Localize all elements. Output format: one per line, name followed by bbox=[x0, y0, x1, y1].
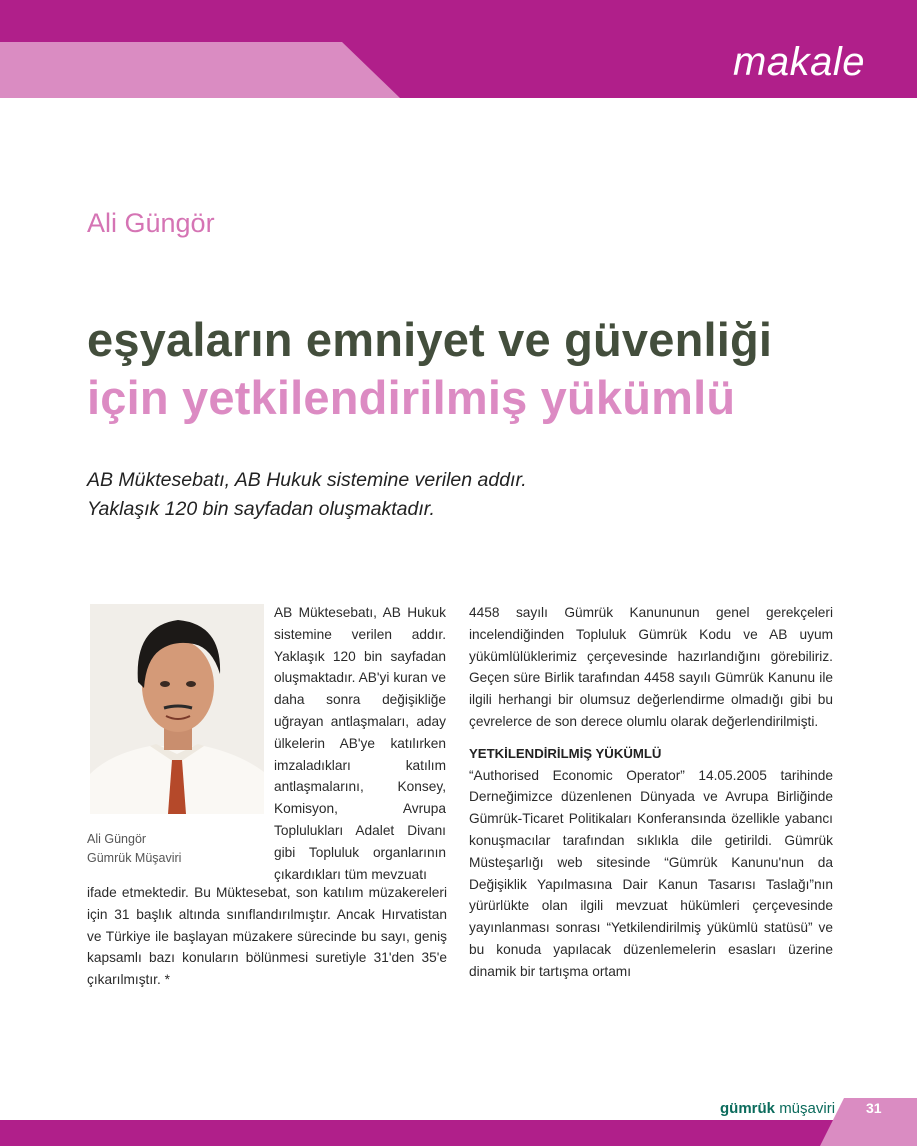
brand-light: müşaviri bbox=[779, 1100, 836, 1117]
column-1-wrapped-text: AB Müktesebatı, AB Hukuk sistemine verilen addır. Yaklaşık 120 bin sayfadan oluşmaktadır. AB'yi kuran ve daha sonra değişikliğe uğrayan antlaşmaları, aday ülkelerin AB'ye katılırken imzaladıkları katılım antlaşmalarını, Konsey, Komisyon, Avrupa Toplulukları Adalet Divanı gibi Topluluk organlarının çıkardıkları tüm mevzuatı bbox=[274, 605, 446, 882]
subheading: YETKİLENDİRİLMİŞ YÜKÜMLÜ bbox=[469, 745, 662, 761]
photo-caption bbox=[87, 830, 181, 868]
section-label: makale bbox=[733, 40, 865, 84]
brand-bold: gümrük bbox=[720, 1100, 776, 1117]
lead-line-1: AB Müktesebatı, AB Hukuk sistemine verilen addır. bbox=[87, 469, 527, 491]
caption-name: Ali Güngör bbox=[87, 832, 147, 846]
lead-text bbox=[87, 466, 527, 524]
author-name: Ali Güngör bbox=[87, 208, 215, 238]
lead-line-2: Yaklaşık 120 bin sayfadan oluşmaktadır. bbox=[87, 498, 435, 520]
footer-bar bbox=[0, 1120, 917, 1146]
page-number: 31 bbox=[866, 1100, 882, 1116]
caption-title: Gümrük Müşaviri bbox=[87, 851, 182, 865]
column-2-paragraph-2: “Authorised Economic Operator” 14.05.2005 tarihinde Derneğimizce düzenlenen Dünyada ve Avrupa Birliğinde Gümrük-Ticaret Politikaları Konferansında özellikle yabancı konuşmacılar tarafından sıklıkla dile getirildi. Gümrük Müsteşarlığı web sitesinde “Gümrük Kanunu'nun da Değişiklik Yapılmasına Dair Kanun Tasarısı Taslağı”nın yürürlükte olan ilgili mevzuat hükümleri çerçevesinde yayınlanması sonrası “Yetkilendirilmiş yükümlü statüsü” ve bu konuda yapılacak düzenlemelerin esasları üzerine dinamik bir tartışma ortamı bbox=[469, 767, 833, 979]
title-line-2: için yetkilendirilmiş yükümlü bbox=[87, 371, 736, 424]
footer-brand bbox=[720, 1100, 835, 1117]
column-2 bbox=[469, 602, 833, 993]
column-2-paragraph-1: 4458 sayılı Gümrük Kanununun genel gerekçeleri incelendiğinden Topluluk Gümrük Kodu ve AB uyum yükümlülüklerimiz çerçevesinde hazırlandığını görebiliriz. Geçen süre Birlik tarafından 4458 sayılı Gümrük Kanunu ile ilgili herhangi bir olumsuz değerlendirme olmadığı gibi bu çevrelerce de son derece olumlu olarak değerlendirilmişti. bbox=[469, 605, 833, 729]
header-accent bbox=[0, 42, 400, 98]
column-1-full-text: ifade etmektedir. Bu Müktesebat, son katılım müzakereleri için 31 başlık altında sınıflandırılmıştır. Ancak Hırvatistan ve Türkiye ile başlayan müzakere sürecinde bu sayı, geniş kapsamlı bazı konuların bölünmesi suretiyle 31'den 35'e çıkarılmıştır. * bbox=[87, 885, 447, 988]
title-line-1: eşyaların emniyet ve güvenliği bbox=[87, 313, 773, 366]
author-photo bbox=[90, 604, 264, 814]
